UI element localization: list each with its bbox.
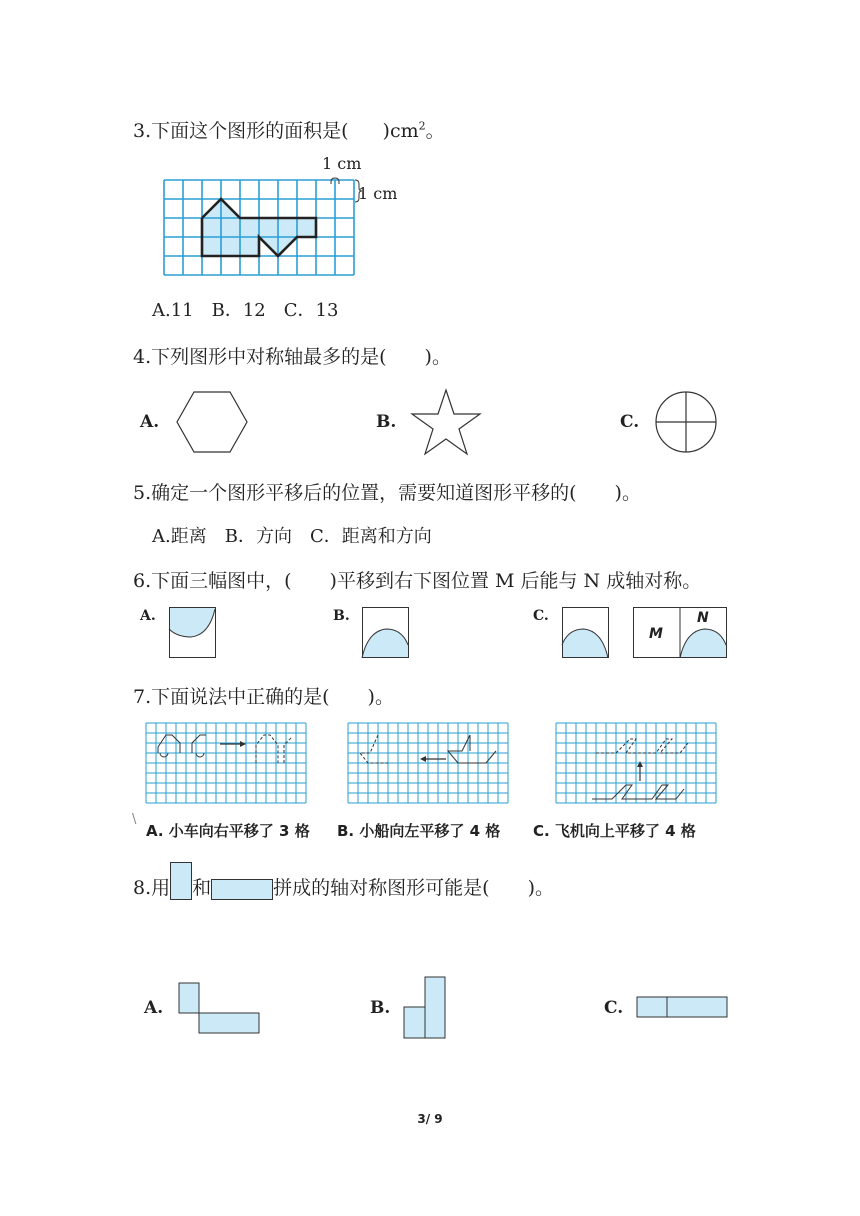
wide-rect-inline [211,879,273,900]
q5-options: A.距离 B．方向 C．距离和方向 [152,526,432,547]
q6-figure-b [362,607,409,659]
divided-circle-shape [654,390,718,454]
q4-label-b: B. [376,412,397,432]
q6-figure-c [562,607,609,659]
page-number: 3/ 9 [417,1112,443,1126]
q8-label-c: C. [604,998,624,1018]
m-label: M [649,626,663,642]
star-shape [410,388,482,456]
q8-label-b: B. [370,998,391,1018]
q4-text: 4.下列图形中对称轴最多的是( )。 [133,346,451,368]
unit-side-label: 1 cm [358,184,398,203]
q6-text: 6.下面三幅图中，( )平移到右下图位置 M 后能与 N 成轴对称。 [133,570,702,592]
q5-text: 5.确定一个图形平移后的位置，需要知道图形平移的( )。 [133,482,641,504]
q4-label-a: A. [140,412,160,432]
q3-text: 3.下面这个图形的面积是( )$cm^2$。 [133,119,445,142]
q3-grid-figure [164,180,359,280]
unit-top-label: 1 cm [322,154,362,173]
q7-text: 7.下面说法中正确的是( )。 [133,686,394,708]
n-label: N [697,610,709,626]
q8-label-a: A. [144,998,164,1018]
q7-caption-b: B. 小船向左平移了 4 格 [337,822,501,840]
q6-label-a: A. [140,608,156,624]
q7-grid-plane [556,723,716,805]
q7-grid-boat [348,723,508,805]
q6-label-c: C. [533,608,549,624]
q7-caption-c: C. 飞机向上平移了 4 格 [533,822,696,840]
q4-label-c: C. [620,412,640,432]
q6-figure-a [169,607,216,659]
tall-rect-inline [170,862,192,900]
q3-options: A.11 B．12 C．13 [152,300,339,321]
q8-figure-a [178,982,260,1034]
q8-figure-b [403,976,447,1040]
q7-caption-a: A. 小车向右平移了 3 格 [146,822,310,840]
q8-figure-c [636,996,730,1020]
hexagon-shape [176,390,248,454]
q7-grid-car [146,723,306,805]
q8-text: 8.用 和 拼成的轴对称图形可能是( )。 [133,862,554,900]
q6-mn-figure [633,607,727,659]
q6-label-b: B. [333,608,350,624]
scan-mark: \ [132,812,137,827]
